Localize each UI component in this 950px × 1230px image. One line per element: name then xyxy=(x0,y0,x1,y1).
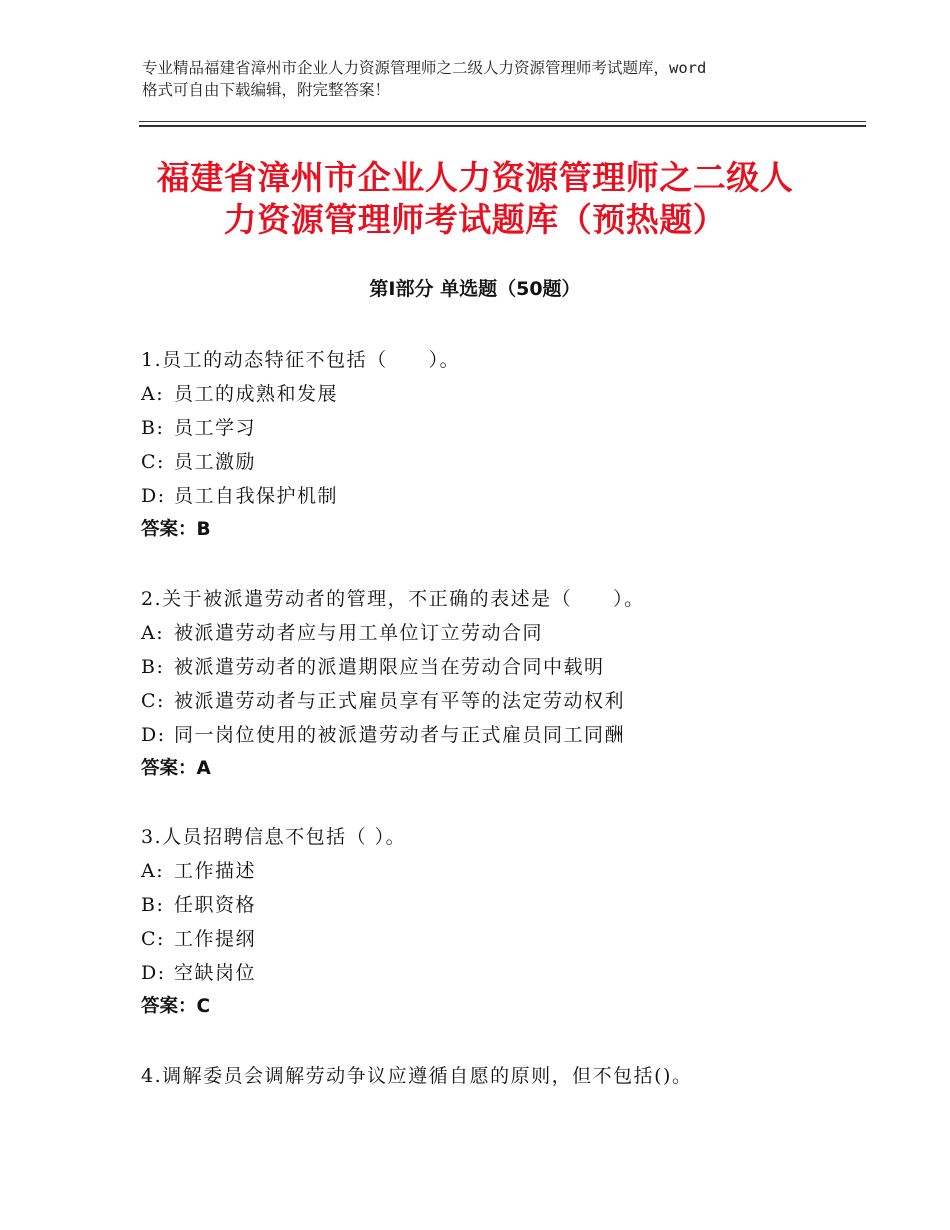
option-label: B: xyxy=(141,656,165,678)
option-text: 空缺岗位 xyxy=(174,962,257,984)
option-label: D: xyxy=(141,962,166,984)
option-text: 被派遣劳动者与正式雇员享有平等的法定劳动权利 xyxy=(174,690,626,712)
option-c xyxy=(141,922,861,956)
option-text: 工作提纲 xyxy=(174,928,257,950)
option-a xyxy=(141,854,861,888)
question-3 xyxy=(141,820,861,1024)
option-c xyxy=(141,684,861,718)
option-label: C: xyxy=(141,690,165,712)
question-stem: 1.员工的动态特征不包括（ ）。 xyxy=(141,349,461,371)
option-b xyxy=(141,411,861,445)
option-text: 同一岗位使用的被派遣劳动者与正式雇员同工同酬 xyxy=(174,724,626,746)
header-note-line-1: 专业精品福建省漳州市企业人力资源管理师之二级人力资源管理师考试题库，word xyxy=(142,59,707,77)
section-title: 第Ⅰ部分 单选题（50题） xyxy=(369,278,581,300)
option-d xyxy=(141,479,861,513)
header-divider-thin xyxy=(139,121,866,122)
option-text: 员工自我保护机制 xyxy=(174,485,339,507)
question-2 xyxy=(141,582,861,786)
option-label: D: xyxy=(141,724,166,746)
option-d xyxy=(141,718,861,752)
option-text: 任职资格 xyxy=(174,894,257,916)
option-d xyxy=(141,956,861,990)
option-label: A: xyxy=(141,622,165,644)
question-stem: 3.人员招聘信息不包括（ ）。 xyxy=(141,826,407,848)
option-text: 被派遣劳动者应与用工单位订立劳动合同 xyxy=(174,622,544,644)
option-b xyxy=(141,888,861,922)
answer: 答案：A xyxy=(141,758,211,779)
question-4 xyxy=(141,1059,861,1093)
option-text: 员工学习 xyxy=(174,417,257,439)
header-divider-thick xyxy=(139,125,866,127)
option-b xyxy=(141,650,861,684)
option-label: D: xyxy=(141,485,166,507)
option-label: B: xyxy=(141,417,165,439)
option-text: 员工激励 xyxy=(174,451,257,473)
option-label: C: xyxy=(141,928,165,950)
question-stem: 2.关于被派遣劳动者的管理，不正确的表述是（ ）。 xyxy=(141,588,645,610)
option-c xyxy=(141,445,861,479)
option-text: 员工的成熟和发展 xyxy=(174,383,339,405)
option-text: 被派遣劳动者的派遣期限应当在劳动合同中载明 xyxy=(174,656,605,678)
header-note-line-2: 格式可自由下载编辑，附完整答案！ xyxy=(142,81,391,99)
option-label: B: xyxy=(141,894,165,916)
answer: 答案：B xyxy=(141,519,211,540)
option-text: 工作描述 xyxy=(174,860,257,882)
option-label: A: xyxy=(141,383,165,405)
header-note xyxy=(142,57,832,101)
option-label: C: xyxy=(141,451,165,473)
question-1 xyxy=(141,343,861,547)
document-title-line-2: 力资源管理师考试题库（预热题） xyxy=(223,200,727,239)
option-label: A: xyxy=(141,860,165,882)
question-stem: 4.调解委员会调解劳动争议应遵循自愿的原则，但不包括()。 xyxy=(141,1065,693,1087)
option-a xyxy=(141,377,861,411)
option-a xyxy=(141,616,861,650)
document-title xyxy=(140,157,810,241)
document-title-line-1: 福建省漳州市企业人力资源管理师之二级人 xyxy=(156,158,794,197)
answer: 答案：C xyxy=(141,996,211,1017)
